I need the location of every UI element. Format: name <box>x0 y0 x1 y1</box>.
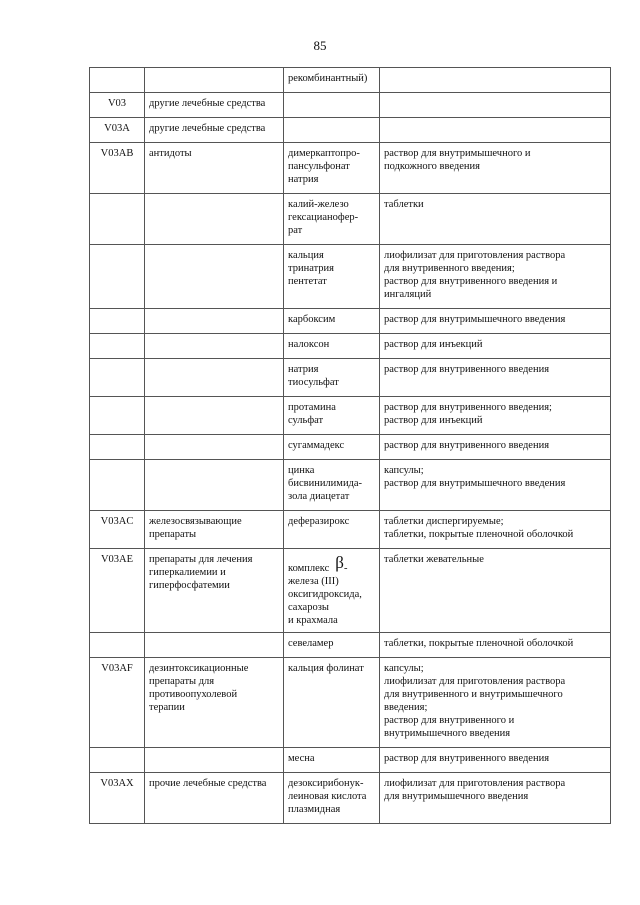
group-name-cell <box>145 359 284 397</box>
dosage-form-cell: лиофилизат для приготовления раствора для внутривенного введения; раствор для внутривенного введения и ингаляций <box>380 245 611 309</box>
group-name-cell: препараты для лечения гиперкалиемии и гиперфосфатемии <box>145 549 284 633</box>
group-name-cell <box>145 397 284 435</box>
drug-name-cell: протамина сульфат <box>284 397 380 435</box>
table-row <box>90 93 611 118</box>
atc-code-cell <box>90 309 145 334</box>
dosage-form-cell: капсулы; лиофилизат для приготовления раствора для внутривенного и внутримышечного введения; раствор для внутривенного и внутримышечного введения <box>380 658 611 748</box>
table-row <box>90 460 611 511</box>
dosage-form-cell: лиофилизат для приготовления раствора для внутримышечного введения <box>380 773 611 824</box>
group-name-cell: антидоты <box>145 143 284 194</box>
dosage-form-cell <box>380 93 611 118</box>
group-name-cell <box>145 68 284 93</box>
table-row <box>90 68 611 93</box>
drug-name-cell: деферазирокс <box>284 511 380 549</box>
atc-code-cell <box>90 334 145 359</box>
dosage-form-cell: раствор для внутривенного введения <box>380 748 611 773</box>
drug-table <box>89 67 611 824</box>
drug-name-cell: севеламер <box>284 633 380 658</box>
atc-code-cell: V03AE <box>90 549 145 633</box>
group-name-cell <box>145 334 284 359</box>
dosage-form-cell: раствор для внутримышечного введения <box>380 309 611 334</box>
table-row <box>90 334 611 359</box>
table-row <box>90 143 611 194</box>
atc-code-cell <box>90 68 145 93</box>
drug-name-cell: калий-железо гексацианофер- рат <box>284 194 380 245</box>
atc-code-cell: V03AX <box>90 773 145 824</box>
drug-name-cell <box>284 118 380 143</box>
table-row <box>90 435 611 460</box>
table-row <box>90 658 611 748</box>
group-name-cell <box>145 194 284 245</box>
table-row <box>90 359 611 397</box>
drug-name-cell: карбоксим <box>284 309 380 334</box>
atc-code-cell <box>90 435 145 460</box>
drug-name-cell: димеркаптопро- пансульфонат натрия <box>284 143 380 194</box>
atc-code-cell: V03 <box>90 93 145 118</box>
atc-code-cell <box>90 633 145 658</box>
atc-code-cell <box>90 460 145 511</box>
group-name-cell: другие лечебные средства <box>145 93 284 118</box>
drug-name-cell <box>284 549 380 633</box>
table-row <box>90 194 611 245</box>
dosage-form-cell: раствор для внутримышечного и подкожного введения <box>380 143 611 194</box>
table-row <box>90 309 611 334</box>
table-row <box>90 773 611 824</box>
dosage-form-cell: раствор для инъекций <box>380 334 611 359</box>
group-name-cell <box>145 245 284 309</box>
drug-name-cell: налоксон <box>284 334 380 359</box>
drug-name-cell <box>284 93 380 118</box>
drug-name-cell: кальция тринатрия пентетат <box>284 245 380 309</box>
dosage-form-cell: таблетки <box>380 194 611 245</box>
drug-name-cell: сугаммадекс <box>284 435 380 460</box>
drug-name-cell: месна <box>284 748 380 773</box>
drug-name-cell: кальция фолинат <box>284 658 380 748</box>
group-name-cell <box>145 435 284 460</box>
group-name-cell: дезинтоксикационные препараты для противоопухолевой терапии <box>145 658 284 748</box>
atc-code-cell: V03AB <box>90 143 145 194</box>
table-row <box>90 748 611 773</box>
dosage-form-cell: раствор для внутривенного введения <box>380 359 611 397</box>
drug-name-cell: рекомбинантный) <box>284 68 380 93</box>
drug-name-cell: натрия тиосульфат <box>284 359 380 397</box>
atc-code-cell <box>90 748 145 773</box>
dosage-form-cell: таблетки диспергируемые; таблетки, покрытые пленочной оболочкой <box>380 511 611 549</box>
dosage-form-cell: таблетки, покрытые пленочной оболочкой <box>380 633 611 658</box>
atc-code-cell: V03A <box>90 118 145 143</box>
drug-name-rest: - железа (III) оксигидроксида, сахарозы и крахмала <box>288 563 362 626</box>
dosage-form-cell: таблетки жевательные <box>380 549 611 633</box>
table-row <box>90 633 611 658</box>
table-row <box>90 397 611 435</box>
group-name-cell: другие лечебные средства <box>145 118 284 143</box>
dosage-form-cell: раствор для внутривенного введения; раствор для инъекций <box>380 397 611 435</box>
atc-code-cell <box>90 245 145 309</box>
table-row <box>90 245 611 309</box>
page-number: 85 <box>313 38 327 53</box>
atc-code-cell: V03AF <box>90 658 145 748</box>
atc-code-cell <box>90 194 145 245</box>
drug-name-prefix: комплекс <box>288 563 330 574</box>
dosage-form-cell <box>380 118 611 143</box>
group-name-cell: железосвязывающие препараты <box>145 511 284 549</box>
table-row <box>90 511 611 549</box>
group-name-cell <box>145 748 284 773</box>
atc-code-cell <box>90 359 145 397</box>
atc-code-cell <box>90 397 145 435</box>
group-name-cell <box>145 633 284 658</box>
group-name-cell <box>145 309 284 334</box>
group-name-cell <box>145 460 284 511</box>
drug-name-cell: цинка бисвинилимида- зола диацетат <box>284 460 380 511</box>
dosage-form-cell: капсулы; раствор для внутримышечного введения <box>380 460 611 511</box>
dosage-form-cell <box>380 68 611 93</box>
table-row <box>90 118 611 143</box>
beta-symbol: β <box>335 553 344 572</box>
table-row <box>90 549 611 633</box>
dosage-form-cell: раствор для внутривенного введения <box>380 435 611 460</box>
group-name-cell: прочие лечебные средства <box>145 773 284 824</box>
atc-code-cell: V03AC <box>90 511 145 549</box>
drug-name-cell: дезоксирибонук- леиновая кислота плазмидная <box>284 773 380 824</box>
